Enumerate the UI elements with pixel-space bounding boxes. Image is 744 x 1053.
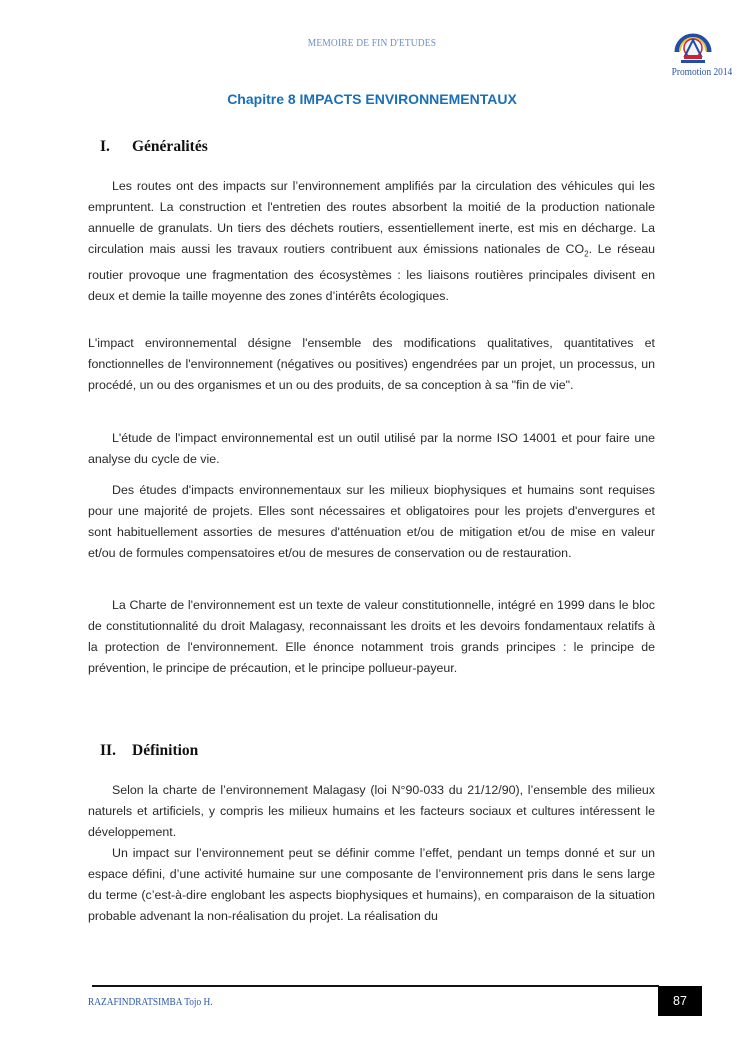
footer-author: RAZAFINDRATSIMBA Tojo H. [88,996,213,1008]
paragraph: La Charte de l'environnement est un texte de valeur constitutionnelle, intégré en 1999 dans le bloc de constitutionnalité du droit Malagasy, reconnaissant les droits et les devoirs fondamentaux relatifs à la protection de l'environnement. Elle énonce notamment trois grands principes : le principe de prévention, le principe de précaution, et le principe pollueur-payeur. [88,598,655,676]
paragraph: Des études d'impacts environnementaux sur les milieux biophysiques et humains sont requises pour une majorité de projets. Elles sont nécessaires et obligatoires pour les projets d'envergures et sont habituellement assorties de mesures d'atténuation et/ou de mitigation et/ou de mise en valeur et/ou de formules compensatoires et/ou de mesures de conservation ou de restauration. [88,483,655,561]
section-heading-definition [100,742,198,760]
section-title: Définition [132,742,199,759]
university-logo [671,22,715,66]
section-number: I. [100,138,110,155]
chapter-title: Chapitre 8 IMPACTS ENVIRONNEMENTAUX [227,91,517,107]
paragraph: Les routes ont des impacts sur l’environnement amplifiés par la circulation des véhicules qui les empruntent. La construction et l'entretien des routes absorbent la moitié de la production nationale annuelle de granulats. Un tiers des déchets routiers, essentiellement inerte, est mis en décharge. La circulation mais aussi les travaux routiers contribuent aux émissions nationales de $CO_2$. Le réseau routier provoque une fragmentation des écosystèmes : les liaisons routières principales divisent en deux et demie la taille moyenne des zones d’intérêts écologiques. [88,179,655,303]
section-heading-generalites [100,138,208,156]
paragraph: L'étude de l'impact environnemental est un outil utilisé par la norme ISO 14001 et pour faire une analyse du cycle de vie. [88,431,655,467]
running-header-title: MEMOIRE DE FIN D'ETUDES [307,37,437,49]
page-number: 87 [658,986,702,1016]
paragraph: Selon la charte de l’environnement Malagasy (loi N°90-033 du 21/12/90), l’ensemble des milieux naturels et artificiels, y compris les milieux humains et les facteurs sociaux et cultures intéressent le développement. [88,783,655,840]
section-title: Généralités [132,138,208,155]
section-number: II. [100,742,116,759]
promotion-label: Promotion 2014 [671,66,732,78]
paragraph: Un impact sur l’environnement peut se définir comme l’effet, pendant un temps donné et sur un espace défini, d’une activité humaine sur une composante de l’environnement pris dans le sens large du terme (c’est-à-dire englobant les aspects biophysiques et humains), en comparaison de la situation probable advenant la non-réalisation du projet. La réalisation du [88,846,655,924]
footer-rule [92,985,659,987]
paragraph: L'impact environnemental désigne l'ensemble des modifications qualitatives, quantitatives et fonctionnelles de l'environnement (négatives ou positives) engendrées par un projet, un processus, un procédé, un ou des organismes et un ou des produits, de sa conception à sa "fin de vie". [88,336,655,393]
